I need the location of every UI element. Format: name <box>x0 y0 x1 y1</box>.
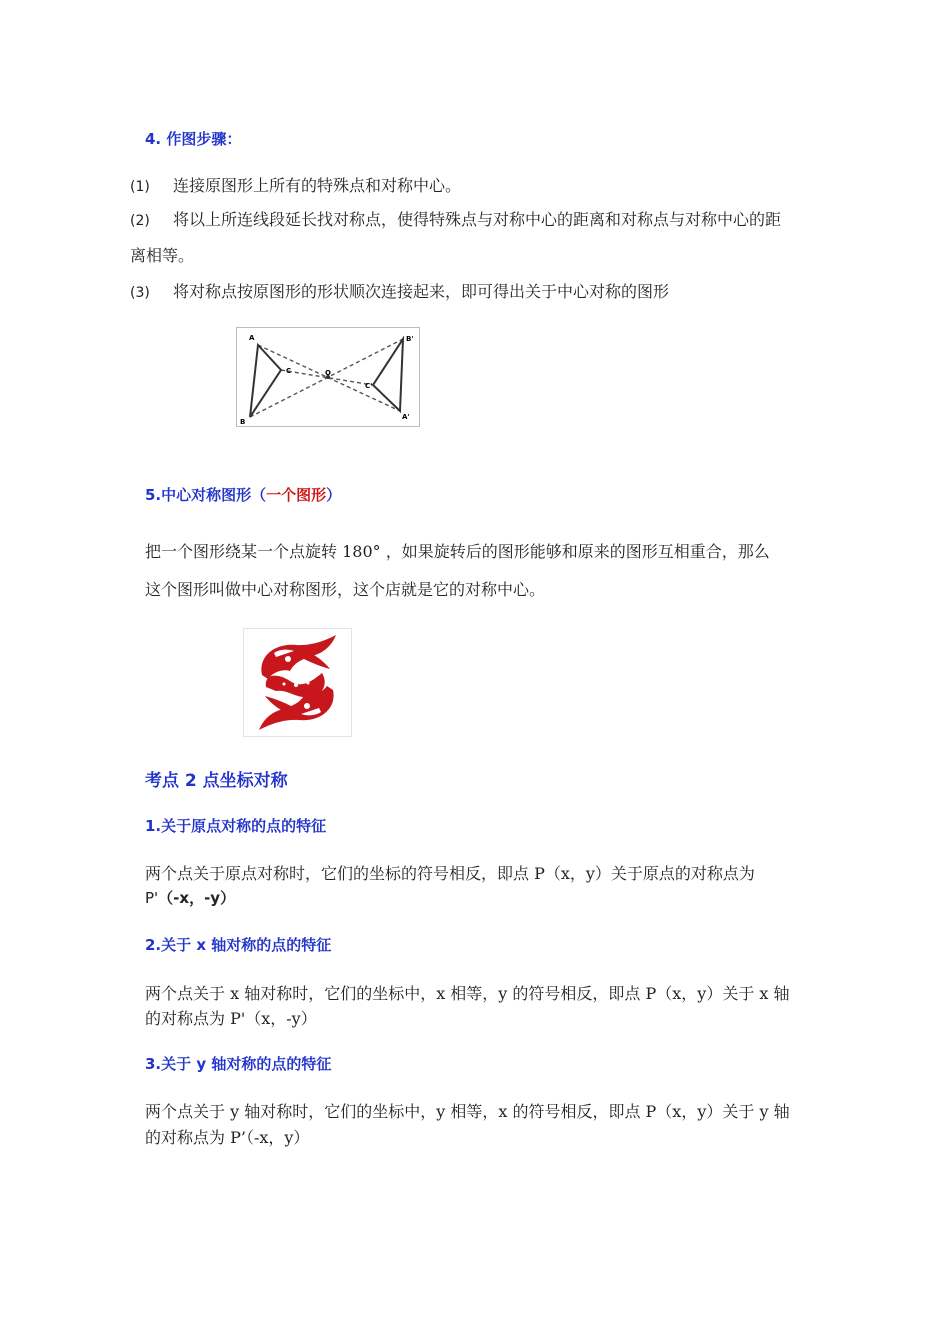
label-o: O <box>325 369 331 377</box>
label-a1: A' <box>402 413 410 421</box>
sub1-line2 <box>145 887 235 908</box>
step-3-num: (3) <box>130 285 150 301</box>
section-5-para-line1: 把一个图形绕某一个点旋转 180° ，如果旋转后的图形能够和原来的图形互相重合，那么 <box>145 542 770 561</box>
sub2-line1: 两个点关于 x 轴对称时，它们的坐标中，x 相等，y 的符号相反，即点 P（x，y）关于 x 轴 <box>145 984 790 1003</box>
step-3-text: 将对称点按原图形的形状顺次连接起来，即可得出关于中心对称的图形 <box>172 282 669 301</box>
section-5-para-line2: 这个图形叫做中心对称图形，这个店就是它的对称中心。 <box>145 580 546 599</box>
section-5-title-main: 5.中心对称图形（ <box>145 486 267 504</box>
step-1 <box>130 173 461 196</box>
sub2-line2: 的对称点为 P'（x，-y） <box>145 1009 317 1028</box>
sub3-line1: 两个点关于 y 轴对称时，它们的坐标中，y 相等，x 的符号相反，即点 P（x，y）关于 y 轴 <box>145 1102 790 1121</box>
sub3-line2: 的对称点为 P’（-x，y） <box>145 1128 310 1147</box>
step-2-text: 将以上所连线段延长找对称点，使得特殊点与对称中心的距离和对称点与对称中心的距 <box>172 210 781 229</box>
section-5-title-end: ） <box>326 486 342 504</box>
section-5-title-red: 一个图形 <box>266 486 327 504</box>
label-c1: C' <box>365 382 373 390</box>
label-c: C <box>286 367 292 375</box>
label-b: B <box>240 418 246 425</box>
triangle-diagram <box>237 328 418 425</box>
section-5-title <box>145 484 341 505</box>
label-b1: B' <box>406 335 414 343</box>
paper-cut-fish-icon <box>244 629 351 736</box>
central-symmetry-figure <box>236 327 420 427</box>
sub1-line2-p: P' <box>145 889 159 907</box>
triangle-abc <box>250 345 281 417</box>
step-1-num: (1) <box>130 179 150 195</box>
label-a: A <box>249 334 255 342</box>
step-2-cont: 离相等。 <box>130 246 195 265</box>
step-1-text: 连接原图形上所有的特殊点和对称中心。 <box>172 176 461 195</box>
kaodian-2-title: 考点 2 点坐标对称 <box>145 771 288 791</box>
sub3-title: 3.关于 y 轴对称的点的特征 <box>145 1055 332 1073</box>
fish-top <box>261 635 336 679</box>
step-2 <box>130 207 781 230</box>
paper-cut-fish-image <box>243 628 352 737</box>
sub1-line2-coords: （-x，-y） <box>158 889 236 907</box>
sub1-line1: 两个点关于原点对称时，它们的坐标的符号相反，即点 P（x，y）关于原点的对称点为 <box>145 864 755 883</box>
step-2-num: (2) <box>130 213 150 229</box>
step-3 <box>130 279 669 302</box>
sub2-title: 2.关于 x 轴对称的点的特征 <box>145 936 332 954</box>
sub1-title: 1.关于原点对称的点的特征 <box>145 817 327 835</box>
section-4-title: 4. 作图步骤： <box>145 130 242 148</box>
triangle-a1b1c1 <box>373 339 403 411</box>
